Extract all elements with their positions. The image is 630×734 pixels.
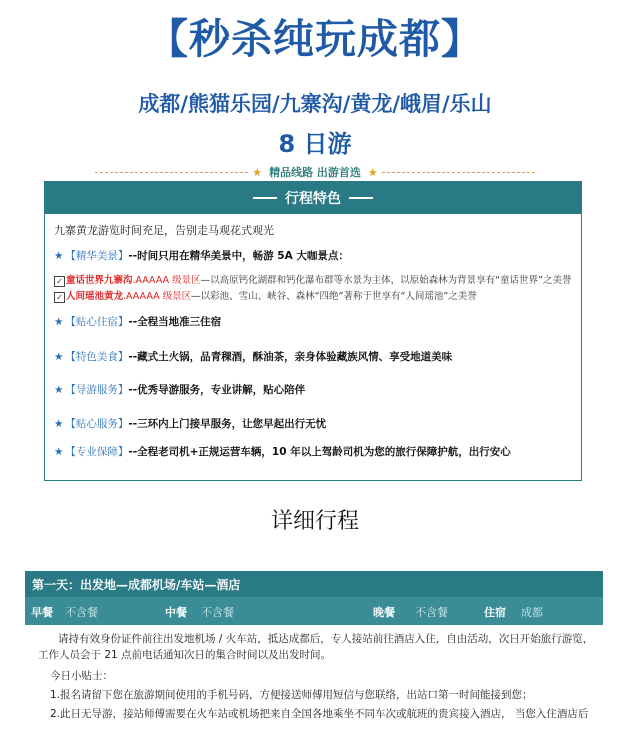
- tips-heading: 今日小贴士：: [50, 670, 113, 682]
- meal-label: 中餐: [165, 606, 187, 619]
- paragraph: 工作人员会于 21 点前电话通知次日的集合时间以及出发时间。: [38, 649, 332, 661]
- feature-tag: 【精华美景】: [65, 250, 129, 262]
- meal-value: 不含餐: [201, 606, 234, 619]
- feature-item: [54, 314, 221, 329]
- feature-tag: 【专业保障】: [65, 446, 129, 458]
- feature-tag: 【贴心服务】: [65, 418, 129, 430]
- feature-desc: --时间只用在精华美景中，畅游 5A 大咖景点：: [128, 250, 349, 262]
- feature-desc: --三环内上门接早服务，让您早起出行无忧: [128, 418, 327, 430]
- section-title: 详细行程: [270, 509, 359, 534]
- feature-desc: --全程老司机+正规运营车辆，10 年以上驾龄司机为您的旅行保障护航，出行安心: [128, 446, 511, 458]
- paragraph: [38, 631, 608, 647]
- meal-value: 成都: [521, 606, 543, 619]
- route-subtitle: 成都/熊猫乐园/九寨沟/黄龙/峨眉/乐山: [138, 92, 492, 116]
- feature-tag: 【特色美食】: [65, 351, 129, 363]
- feature-desc: --全程当地准三住宿: [128, 316, 222, 328]
- tagline: [95, 164, 535, 180]
- star-icon: ★: [54, 384, 64, 396]
- meal-label: 早餐: [31, 606, 53, 619]
- duration-label: 8 日游: [278, 130, 352, 158]
- star-icon: ★: [54, 316, 64, 328]
- tip-item: 2.此日无导游，接站师傅需要在火车站或机场把来自全国各地乘坐不同车次或航班的贵宾接入酒店， 当您入住酒店后: [50, 708, 589, 720]
- paragraph-line: 请持有效身份证件前往出发地机场 / 火车站，抵达成都后，专人接站前往酒店入住，自由活动，次日开始旅行游览，: [58, 633, 594, 645]
- star-icon: ★: [54, 446, 64, 458]
- divider: [349, 197, 373, 199]
- spot-item: [54, 288, 477, 303]
- feature-item: [54, 248, 349, 263]
- star-icon: ★: [54, 351, 64, 363]
- feature-item: [54, 382, 305, 397]
- feature-desc: --藏式土火锅，品青稞酒，酥油茶，亲身体验藏族风情、享受地道美味: [128, 351, 453, 363]
- feature-tag: 【贴心住宿】: [65, 316, 129, 328]
- meal-label: 晚餐: [373, 606, 395, 619]
- page-title: 【秒杀纯玩成都】: [147, 15, 483, 63]
- feature-item: [54, 444, 511, 459]
- day-header: 第一天：出发地—成都机场/车站—酒店: [25, 571, 603, 597]
- divider: [253, 197, 277, 199]
- spot-name: 人间瑶池黄龙: [66, 291, 124, 302]
- checkbox-icon: ✓: [54, 292, 65, 303]
- feature-tag: 【导游服务】: [65, 384, 129, 396]
- feature-item: [54, 416, 326, 431]
- spot-item: [54, 272, 571, 287]
- spot-level: .AAAAA 级景区: [123, 291, 192, 302]
- tagline-text: 精品线路 出游首选: [269, 166, 361, 179]
- tip-item: 1.报名请留下您在旅游期间使用的手机号码，方便接送师傅用短信与您联络，出站口第一时间能接到您；: [50, 689, 533, 701]
- features-box: [44, 181, 582, 481]
- star-icon: ★: [54, 250, 64, 262]
- divider: [382, 172, 535, 173]
- meal-value: 不含餐: [415, 606, 448, 619]
- spot-name: 童话世界九寨沟: [66, 275, 133, 286]
- feature-item: [54, 349, 452, 364]
- meal-label: 住宿: [484, 606, 506, 619]
- features-intro: 九寨黄龙游览时间充足，告别走马观花式观光: [54, 224, 274, 237]
- star-icon: ★: [252, 165, 263, 179]
- divider: [95, 172, 248, 173]
- checkbox-icon: ✓: [54, 276, 65, 287]
- spot-desc: —以高原钙化湖群和钙化瀑布群等水景为主体，以原始森林为背景享有“童话世界”之美誉: [200, 275, 572, 286]
- star-icon: ★: [54, 418, 64, 430]
- star-icon: ★: [367, 165, 378, 179]
- features-header: [45, 182, 581, 214]
- features-heading: 行程特色: [285, 191, 341, 207]
- meal-value: 不含餐: [65, 606, 98, 619]
- meal-row: [25, 597, 603, 625]
- feature-desc: --优秀导游服务，专业讲解，贴心陪伴: [128, 384, 306, 396]
- spot-level: .AAAAA 级景区: [132, 275, 201, 286]
- spot-desc: —以彩池、雪山、峡谷、森林“四绝”著称于世享有“人间瑶池”之美誉: [191, 291, 477, 302]
